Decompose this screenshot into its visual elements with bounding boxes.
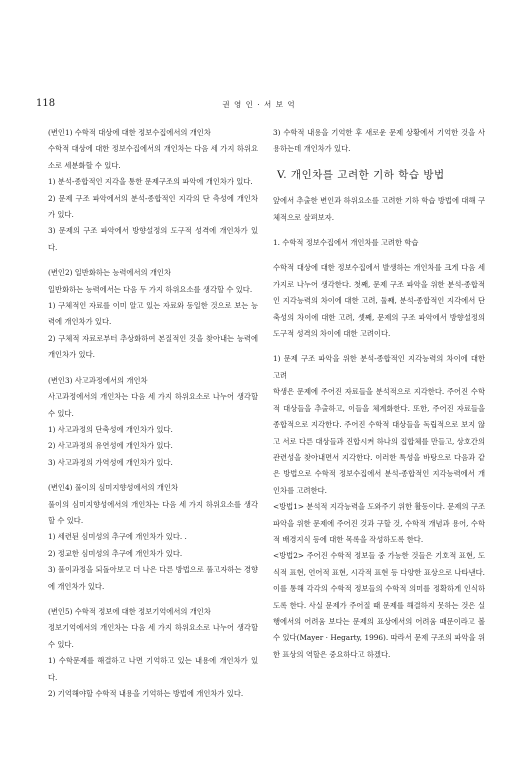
list-item: 2) 문제 구조 파악에서의 분석-종합적인 지각의 단 측성에 개인차가 있다.: [48, 193, 258, 220]
variable-4-heading: (변인4) 풀이의 심미지향성에서의 개인차: [48, 483, 179, 493]
left-column: [48, 125, 258, 702]
list-item: 1) 수학문제를 해결하고 나면 기억하고 있는 내용에 개인차가 있다.: [48, 656, 258, 682]
list-item: 2) 사고과정의 유연성에 개인차가 있다.: [48, 441, 173, 451]
page-number: 118: [36, 98, 56, 109]
paragraph: 정보기억에서의 개인차는 다음 세 가지 하위요소로 나누어 생각할 수 있다.: [48, 623, 258, 649]
list-item: 1) 분석-종합적인 지각을 통한 문제구조의 파악에 개인차가 있다.: [48, 177, 253, 187]
variable-2-heading: (변인2) 일반화하는 능력에서의 개인차: [48, 268, 172, 278]
paragraph: 사고과정에서의 개인차는 다음 세 가지 하위요소로 나누어 생각할 수 있다.: [48, 392, 258, 418]
list-item: 2) 구체적 자료로부터 추상화하여 본질적인 것을 찾아내는 능력에 개인차가 있다.: [48, 333, 258, 360]
list-item: 2) 정교한 심미성의 추구에 개인차가 있다.: [48, 548, 183, 558]
subsection-heading: 1. 수학적 정보수집에서 개인차를 고려한 학습: [273, 238, 419, 248]
paragraph: 일반화하는 능력에서는 다음 두 가지 하위요소를 생각할 수 있다.: [48, 284, 253, 294]
list-item: 1) 사고과정의 단축성에 개인차가 있다.: [48, 424, 173, 434]
section-heading: V. 개인차를 고려한 기하 학습 방법: [277, 168, 445, 181]
sub-subsection-heading: 1) 문제 구조 파악을 위한 분석-종합적인 지각능력의 차이에 대한 고려: [273, 354, 485, 380]
running-title: 권 영 인 · 서 보 억: [222, 100, 296, 109]
paragraph: 풀이의 심미지향성에서의 개인차는 다음 세 가지 하위요소를 생각할 수 있다.: [48, 499, 258, 525]
list-item: 3) 사고과정의 가역성에 개인차가 있다.: [48, 457, 173, 467]
right-column: [273, 125, 485, 663]
list-item: 3) 풀이과정을 되돌아보고 더 나은 다른 방법으로 풀고자하는 경향에 개인차가 있다.: [48, 565, 258, 591]
list-item: 1) 세련된 심미성의 추구에 개인차가 있다. .: [48, 532, 187, 542]
paragraph: 학생은 문제에 주어진 자료들을 분석적으로 지각한다. 주어진 수학적 대상들을 추출하고, 이들을 체계화한다. 또한, 주어진 자료들을 종합적으로 지각한다. 주어진 수학적 대상들을 독립적으로 보지 않고 서로 다른 대상들과 진합시켜 하나의 집합체를 만들고, 상호간의 관련성을 찾아내면서 지각한다. 이러한 특성을 바탕으로 다음과 같은 방법으로 수학적 정보수집에서 분석-종합적인 지각능력에서 개인차를 고려한다.: [273, 387, 485, 495]
variable-5-heading: (변인5) 수학적 정보에 대한 정보기억에서의 개인차: [48, 606, 211, 616]
list-item: 2) 기억해야할 수학적 내용을 기억하는 방법에 개인차가 있다.: [48, 689, 244, 698]
list-item: 3) 문제의 구조 파악에서 방향설정의 도구적 성격에 개인차가 있다.: [48, 226, 258, 252]
variable-3-heading: (변인3) 사고과정에서의 개인차: [48, 375, 148, 385]
method-1-paragraph: <방법1> 분석적 지각능력을 도와주기 위한 활동이다. 문제의 구조파악을 위한 문제에 주어진 것과 구할 것, 수학적 개념과 용어, 수학적 배경지식 등에 대한 목록을 작성하도록 한다.: [273, 502, 485, 544]
page-header: [36, 98, 482, 112]
paragraph: 수학적 대상에 대한 정보수집에서의 개인차는 다음 세 가지 하위요소로 세분화할 수 있다.: [48, 144, 258, 170]
list-item: 3) 수학적 내용을 기억한 후 새로운 문제 상황에서 기억한 것을 사용하는데 개인차가 있다.: [273, 128, 485, 154]
method-2-paragraph: <방법2> 주어진 수학적 정보들 중 가능한 것들은 기호적 표현, 도식적 표현, 언어적 표현, 시각적 표현 등 다양한 표상으로 나타낸다. 이를 통해 각각의 수학적 정보들의 수학적 의미를 정확하게 인식하도록 한다. 사실 문제가 주어질 때 문제를 해결하지 못하는 것은 실행에서의 어려움 보다는 문제의 표상에서의 어려움 때문이라고 볼 수 있다(Mayer · Hegarty, 1996). 따라서 문제 구조의 파악을 위한 표상의 역할은 중요하다고 하겠다.: [273, 551, 485, 659]
paragraph: 수학적 대상에 대한 정보수집에서 발생하는 개인차를 크게 다음 세 가지로 나누어 생각한다. 첫째, 문제 구조 파악을 위한 분석-종합적인 지각능력의 차이에 대한 고려, 둘째, 분석-종합적인 지각에서 단축성의 차이에 대한 고려, 셋째, 문제의 구조 파악에서 방향설정의 도구적 성격의 차이에 대한 고려이다.: [273, 263, 485, 339]
paragraph: 앞에서 추출한 변인과 하위요소를 고려한 기하 학습 방법에 대해 구체적으로 살펴보자.: [273, 196, 485, 222]
list-item: 1) 구체적인 자료를 이미 알고 있는 자료와 동일한 것으로 보는 능력에 개인차가 있다.: [48, 301, 258, 327]
variable-1-heading: (변인1) 수학적 대상에 대한 정보수집에서의 개인차: [48, 128, 211, 137]
